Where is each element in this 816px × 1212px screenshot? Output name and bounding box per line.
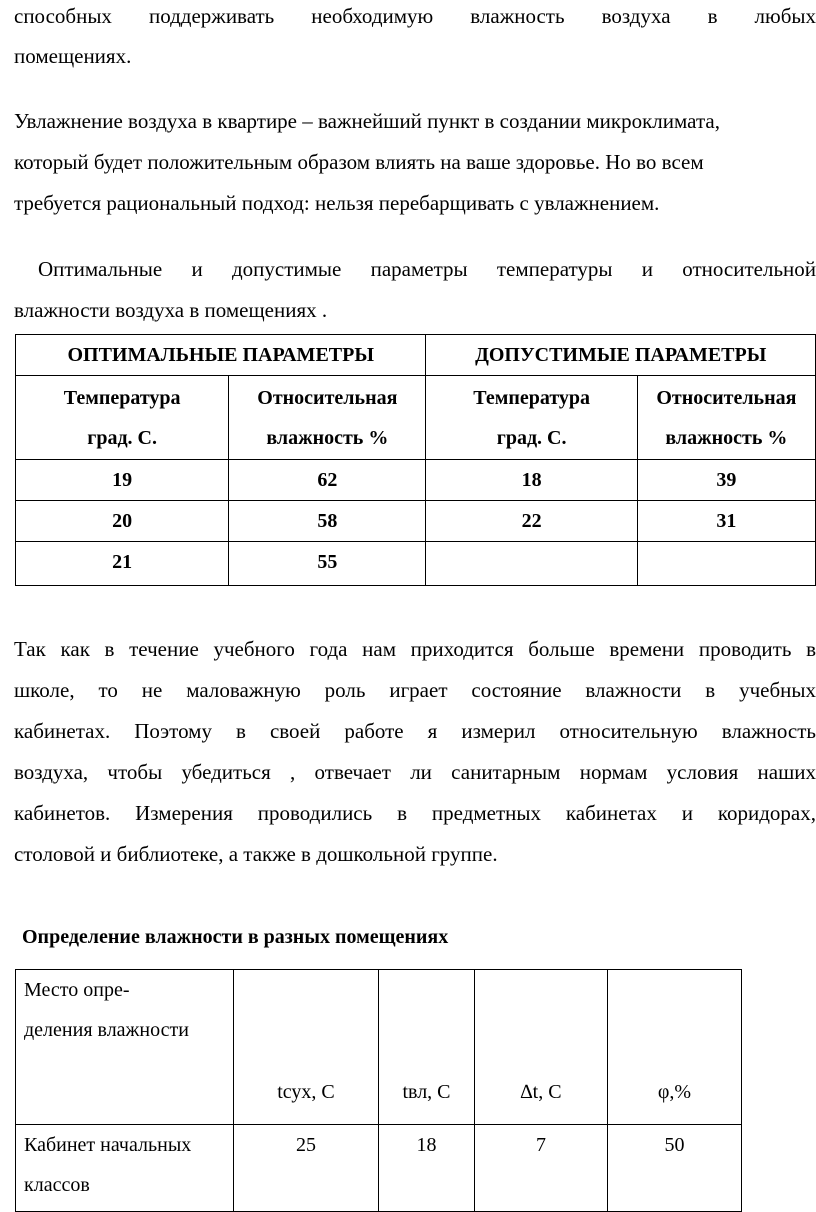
cell-text: классов [24,1174,90,1196]
humidity-measurements-table [15,969,742,1212]
paragraph-3-line-2: влажности воздуха в помещениях . [14,298,328,322]
table-row [16,460,816,501]
paragraph-2-line-1: Увлажнение воздуха в квартире – важнейший пункт в создании микроклимата, [14,109,720,133]
allowed-params-header: ДОПУСТИМЫЕ ПАРАМЕТРЫ [426,335,816,376]
optimal-temp-header [16,376,229,460]
phi-cell: 50 [608,1125,742,1212]
optimal-humidity-header [229,376,426,460]
paragraph-4-line-6: столовой и библиотеке, а также в дошкольной группе. [14,842,498,866]
table-row [16,542,816,586]
header-text: град. С. [496,427,567,449]
header-text: град. С. [87,427,157,449]
table-row [16,501,816,542]
header-text: деления влажности [24,1019,189,1041]
paragraph-4-line-4: воздуха, чтобы убедиться , отвечает ли санитарным нормам условия наших [14,760,816,784]
header-text: влажность % [266,427,389,449]
paragraph-1-line-1: способных поддерживать необходимую влажность воздуха в любых [14,4,816,28]
table-cell: 31 [637,501,815,542]
table-cell: 19 [16,460,229,501]
paragraph-2-line-3: требуется рациональный подход: нельзя перебарщивать с увлажнением. [14,191,660,215]
delta-t-cell: 7 [475,1125,608,1212]
allowed-humidity-header [637,376,815,460]
table-cell: 21 [16,542,229,586]
allowed-temp-header [426,376,637,460]
place-cell [16,1125,234,1212]
twet-header: tвл, С [379,970,475,1125]
paragraph-4-line-2: школе, то не маловажную роль играет состояние влажности в учебных [14,678,816,702]
table-cell [426,542,637,586]
header-text: Относительная [656,387,797,409]
table-cell: 20 [16,501,229,542]
paragraph-4-line-3: кабинетах. Поэтому в своей работе я измерил относительную влажность [14,719,816,743]
header-text: влажность % [665,427,788,449]
place-header [16,970,234,1125]
header-text: Место опре- [24,979,130,1001]
cell-text: Кабинет начальных [24,1134,192,1156]
paragraph-3-line-1: Оптимальные и допустимые параметры температуры и относительной [38,257,816,281]
paragraph-4-line-1: Так как в течение учебного года нам приходится больше времени проводить в [14,637,816,661]
table-cell: 22 [426,501,637,542]
table-cell: 58 [229,501,426,542]
table-cell: 62 [229,460,426,501]
table-cell: 55 [229,542,426,586]
tdry-cell: 25 [234,1125,379,1212]
section-title: Определение влажности в разных помещениях [22,926,449,948]
paragraph-4-line-5: кабинетов. Измерения проводились в предметных кабинетах и коридорах, [14,801,816,825]
paragraph-1-line-2: помещениях. [14,44,132,68]
tdry-header: tсух, С [234,970,379,1125]
table-cell [637,542,815,586]
table-cell: 39 [637,460,815,501]
header-text: Температура [473,387,591,409]
phi-header: φ,% [608,970,742,1125]
delta-t-header: ∆t, С [475,970,608,1125]
twet-cell: 18 [379,1125,475,1212]
optimal-params-header: ОПТИМАЛЬНЫЕ ПАРАМЕТРЫ [16,335,426,376]
header-text: Температура [63,387,181,409]
paragraph-2-line-2: который будет положительным образом влиять на ваше здоровье. Но во всем [14,150,704,174]
header-text: Относительная [257,387,398,409]
table-cell: 18 [426,460,637,501]
parameters-table [15,334,816,586]
table-row [16,1125,742,1212]
